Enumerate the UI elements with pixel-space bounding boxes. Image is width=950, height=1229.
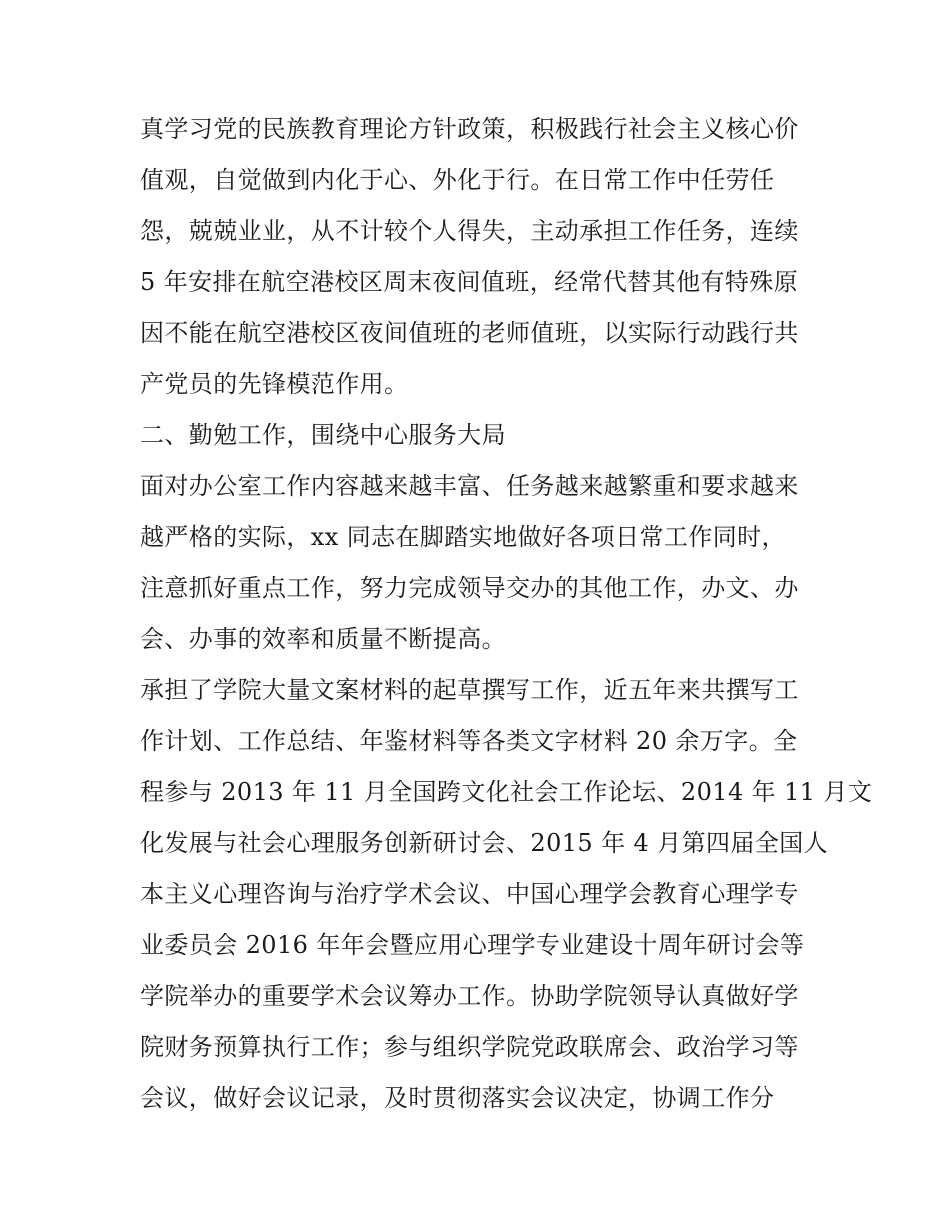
text-line: 本主义心理咨询与治疗学术会议、中国心理学会教育心理学专: [140, 880, 799, 908]
text-line: 承担了学院大量文案材料的起草撰写工作，近五年来共撰写工: [140, 676, 799, 704]
text-line: 5 年安排在航空港校区周末夜间值班，经常代替其他有特殊原: [140, 268, 799, 296]
text-line: 作计划、工作总结、年鉴材料等各类文字材料 20 余万字。全: [140, 727, 798, 755]
text-line: 化发展与社会心理服务创新研讨会、2015 年 4 月第四届全国人: [140, 829, 829, 857]
text-line: 面对办公室工作内容越来越丰富、任务越来越繁重和要求越来: [140, 472, 799, 500]
section-heading: 二、勤勉工作，围绕中心服务大局: [140, 421, 506, 449]
text-line: 产党员的先锋模范作用。: [140, 370, 409, 398]
body-text: [140, 104, 873, 1124]
text-line: 越严格的实际，xx 同志在脚踏实地做好各项日常工作同时，: [140, 523, 786, 551]
text-line: 因不能在航空港校区夜间值班的老师值班，以实际行动践行共: [140, 319, 799, 347]
text-line: 院财务预算执行工作；参与组织学院党政联席会、政治学习等: [140, 1033, 799, 1061]
text-line: 注意抓好重点工作，努力完成领导交办的其他工作，办文、办: [140, 574, 799, 602]
text-line: 业委员会 2016 年年会暨应用心理学专业建设十周年研讨会等: [140, 931, 805, 959]
text-line: 学院举办的重要学术会议筹办工作。协助学院领导认真做好学: [140, 982, 799, 1010]
text-line: 程参与 2013 年 11 月全国跨文化社会工作论坛、2014 年 11 月文: [140, 778, 873, 806]
text-line: 真学习党的民族教育理论方针政策，积极践行社会主义核心价: [140, 115, 799, 143]
text-line: 会议，做好会议记录，及时贯彻落实会议决定，协调工作分: [140, 1084, 775, 1112]
text-line: 会、办事的效率和质量不断提高。: [140, 625, 506, 653]
text-line: 值观，自觉做到内化于心、外化于行。在日常工作中任劳任: [140, 166, 775, 194]
text-line: 怨，兢兢业业，从不计较个人得失，主动承担工作任务，连续: [140, 217, 799, 245]
